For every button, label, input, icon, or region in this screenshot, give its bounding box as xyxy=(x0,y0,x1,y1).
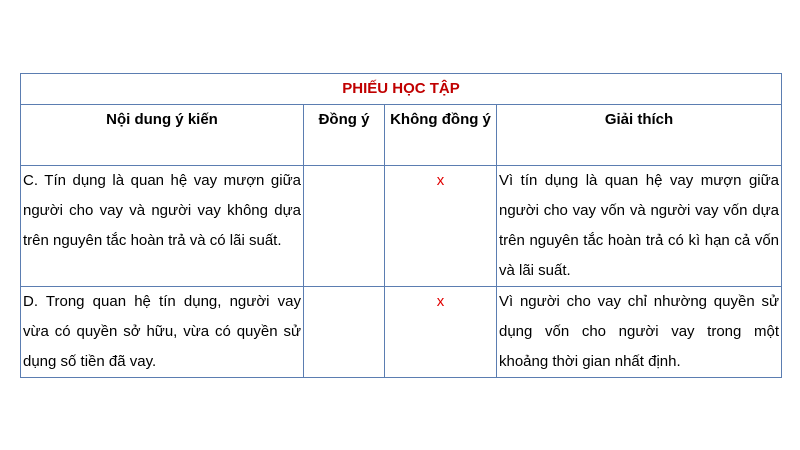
header-disagree: Không đồng ý xyxy=(385,105,497,166)
worksheet-table xyxy=(20,73,782,378)
header-content: Nội dung ý kiến xyxy=(21,105,304,166)
row-explanation: Vì tín dụng là quan hệ vay mượn giữa người cho vay vốn và người vay vốn dựa trên nguyên tắc hoàn trả có kì hạn cả vốn và lãi suất. xyxy=(497,166,782,287)
table-row xyxy=(21,166,782,287)
row-explanation: Vì người cho vay chỉ nhường quyền sử dụng vốn cho người vay trong một khoảng thời gian nhất định. xyxy=(497,287,782,378)
row-disagree-mark: x xyxy=(385,287,497,378)
row-disagree-mark: x xyxy=(385,166,497,287)
header-agree: Đồng ý xyxy=(304,105,385,166)
row-agree-cell xyxy=(304,166,385,287)
row-agree-cell xyxy=(304,287,385,378)
header-explain: Giải thích xyxy=(497,105,782,166)
row-content: C. Tín dụng là quan hệ vay mượn giữa người cho vay và người vay không dựa trên nguyên tắc hoàn trả và có lãi suất. xyxy=(21,166,304,287)
row-content: D. Trong quan hệ tín dụng, người vay vừa có quyền sở hữu, vừa có quyền sử dụng số tiền đã vay. xyxy=(21,287,304,378)
table-row xyxy=(21,287,782,378)
header-row xyxy=(21,105,782,166)
worksheet-title: PHIẾU HỌC TẬP xyxy=(21,74,782,105)
title-row xyxy=(21,74,782,105)
